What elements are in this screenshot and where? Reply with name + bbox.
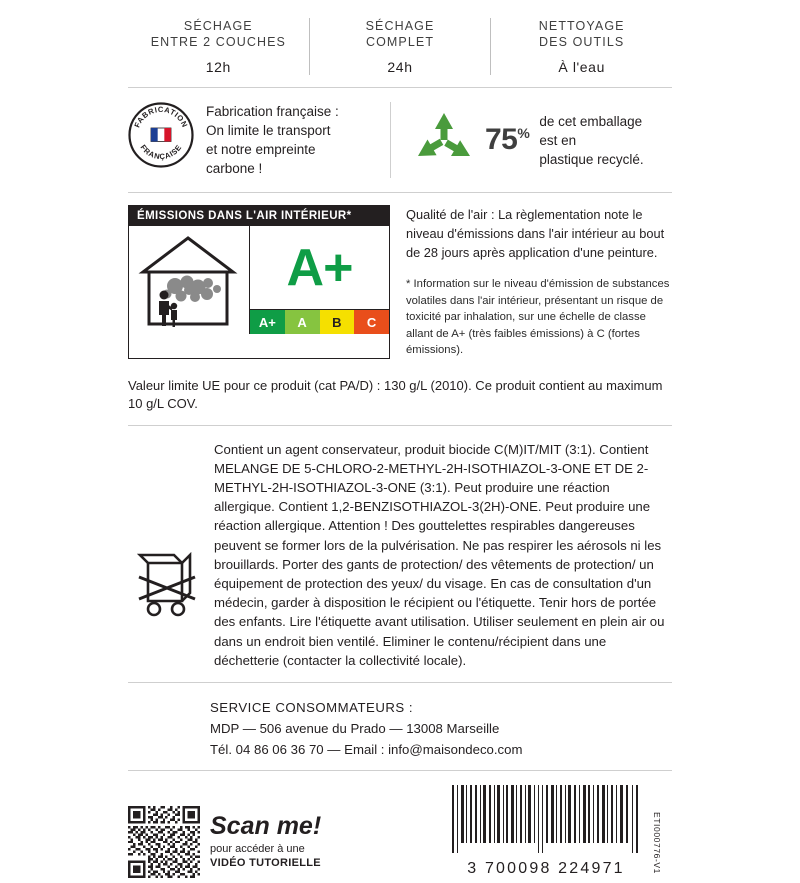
svg-text:FABRICATION: FABRICATION <box>132 104 190 129</box>
indoor-air-emissions-label <box>128 205 390 359</box>
hazard-statements-text: Contient un agent conservateur, produit biocide C(M)IT/MIT (3:1). Contient MELANGE DE 5-CHLORO-2-METHYL-2H-ISOTHIAZOL-3-ONE ET DE 2-METHYL-2H-ISOTHIAZOL-3-ONE (3:1). Peut produire une réaction allergique. Contient 1,2-BENZISOTHIAZOL-3(2H)-ONE. Peut produire une réaction allergique. Attention ! Des gouttelettes respirables dangereuses peuvent se former lors de la pulvérisation. Ne pas respirer les aérosols ni les brouillards. Porter des gants de protection/ des vêtements de protection/ un équipement de protection des yeux/ du visage. En cas de consultation d'un médecin, garder à disposition le récipient ou l'étiquette. Tenir hors de portée des enfants. Lire l'étiquette avant utilisation. Utiliser seulement en plein air ou dans un endroit bien ventilé. Eliminer le contenu/récipient dans une déchetterie (contacter la collectivité locale). <box>214 441 665 668</box>
air-quality-text: Qualité de l'air : La règlementation note le niveau d'émissions dans l'air intérieur au bout de 28 jours après application d'une peinture. <box>406 207 665 260</box>
recycled-text-line3: plastique recyclé. <box>539 151 644 167</box>
consumer-service-address: MDP — 506 avenue du Prado — 13008 Marseille <box>210 720 500 736</box>
voc-limit-text: Valeur limite UE pour ce produit (cat PA/D) : 130 g/L (2010). Ce produit contient au maximum 10 g/L COV. <box>128 377 663 411</box>
recycled-packaging-text <box>539 112 643 169</box>
french-manufacturing-badge-icon <box>128 102 194 168</box>
emissions-grade-value: A+ <box>286 238 353 297</box>
drying-between-coats-cell <box>128 18 309 75</box>
emissions-scale-a: A <box>285 310 320 334</box>
svg-text:FRANÇAISE: FRANÇAISE <box>138 142 184 162</box>
recycling-mobius-icon <box>413 110 475 171</box>
drying-complete-cell <box>309 18 491 75</box>
ean13-barcode-icon <box>446 785 646 878</box>
emissions-grade-area <box>250 226 389 334</box>
emissions-header: ÉMISSIONS DANS L'AIR INTÉRIEUR* <box>129 206 389 226</box>
consumer-service-block <box>128 683 672 770</box>
tool-cleaning-title-line1: NETTOYAGE <box>538 19 625 33</box>
french-manufacturing-line3: et notre empreinte <box>206 142 316 157</box>
recycled-percentage-symbol: % <box>517 125 530 141</box>
drying-between-coats-value: 12h <box>205 59 231 75</box>
indoor-air-emissions-row <box>128 193 672 369</box>
barcode-block <box>446 785 672 878</box>
air-quality-footnote: * Information sur le niveau d'émission de substances volatiles dans l'air intérieur, présentant un risque de toxicité par inhalation, sur une échelle de classe allant de A+ (très faibles émissions) à C (fortes émissions). <box>406 278 670 356</box>
scan-me-title: Scan me! <box>210 812 322 841</box>
recycled-text-line1: de cet emballage <box>539 113 643 129</box>
label-reference-code: ETI000776-V1 <box>652 811 662 874</box>
french-manufacturing-line4: carbone ! <box>206 161 263 176</box>
emissions-scale-b: B <box>320 310 355 334</box>
consumer-service-title: SERVICE CONSOMMATEURS : <box>210 699 413 715</box>
drying-complete-title-line2: COMPLET <box>365 35 435 49</box>
tool-cleaning-value: À l'eau <box>558 59 605 75</box>
air-quality-explanation <box>406 205 672 359</box>
french-manufacturing-line2: On limite le transport <box>206 123 331 138</box>
origin-and-recycling-row <box>128 88 672 192</box>
recycled-packaging-block <box>390 102 672 178</box>
drying-complete-value: 24h <box>387 59 413 75</box>
emissions-scale-c: C <box>354 310 389 334</box>
french-manufacturing-text <box>206 102 339 178</box>
drying-between-coats-title <box>134 18 303 50</box>
drying-complete-title <box>316 18 485 50</box>
tool-cleaning-cell <box>490 18 672 75</box>
house-with-dust-icon <box>129 226 250 334</box>
waste-bin-crossed-out-icon <box>128 440 210 670</box>
drying-complete-title-line1: SÉCHAGE <box>365 19 435 33</box>
hazard-statements-row <box>128 426 672 682</box>
drying-between-coats-title-line2: ENTRE 2 COUCHES <box>150 35 286 49</box>
emissions-scale-aplus: A+ <box>250 310 285 334</box>
recycled-percentage <box>485 123 529 157</box>
tool-cleaning-title <box>497 18 666 50</box>
qr-scan-block[interactable] <box>128 806 321 878</box>
footer-row <box>128 771 672 878</box>
scan-me-text-block <box>210 813 321 870</box>
drying-between-coats-title-line1: SÉCHAGE <box>183 19 253 33</box>
barcode-digits: 3 700098 224971 <box>467 859 625 877</box>
scan-me-subtitle-line1: pour accéder à une <box>210 843 305 856</box>
consumer-service-contact: Tél. 04 86 06 36 70 — Email : info@maisondeco.com <box>210 741 523 757</box>
qr-code-icon[interactable] <box>128 806 200 878</box>
recycled-percentage-number: 75 <box>485 123 518 156</box>
scan-me-subtitle <box>210 842 321 870</box>
french-manufacturing-line1: Fabrication française : <box>206 104 339 119</box>
emissions-grade-scale <box>250 309 389 334</box>
recycled-text-line2: est en <box>539 132 577 148</box>
drying-times-row <box>128 0 672 87</box>
scan-me-subtitle-line2: VIDÉO TUTORIELLE <box>210 857 321 870</box>
tool-cleaning-title-line2: DES OUTILS <box>539 35 625 49</box>
french-manufacturing-block <box>128 102 390 178</box>
emissions-body <box>129 226 389 334</box>
